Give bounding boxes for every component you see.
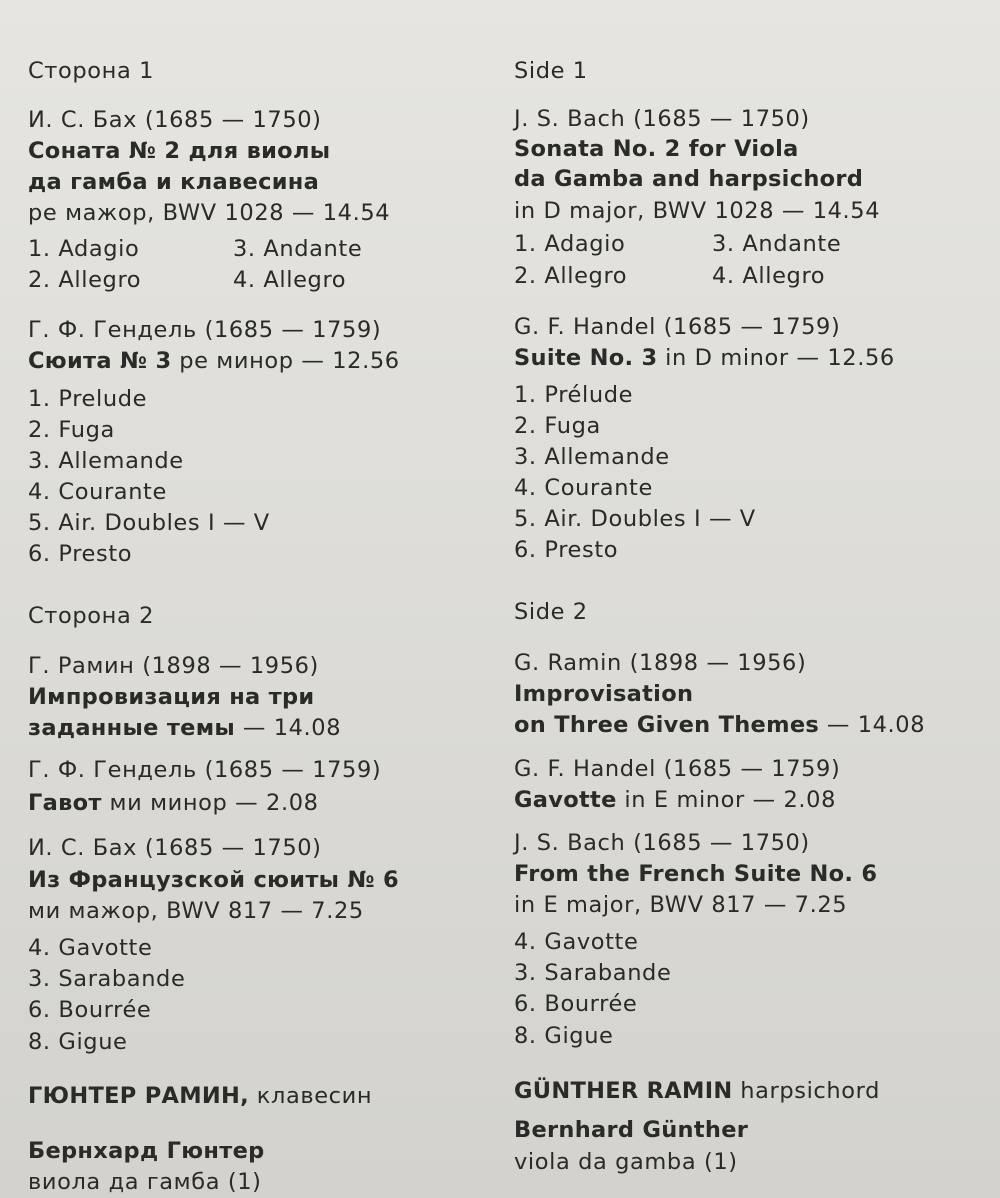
performer-1-name: GÜNTHER RAMIN <box>514 1078 733 1104</box>
movement: 3. Andante <box>233 236 363 262</box>
performer-1-name: ГЮНТЕР РАМИН, <box>28 1083 250 1109</box>
bach-composer: И. С. Бах (1685 — 1750) <box>28 107 322 133</box>
movement: 1. Adagio <box>514 231 626 257</box>
side-1-heading: Side 1 <box>514 58 588 84</box>
ramin-title-cont: заданные темы <box>28 715 236 741</box>
movement: 4. Courante <box>28 479 167 505</box>
handel-suite-key: in D minor — 12.56 <box>657 345 895 371</box>
ramin-title-line <box>514 710 925 740</box>
gavotte-line <box>28 788 319 818</box>
ramin-title: Импровизация на три <box>28 684 315 710</box>
bach-sonata-key: ре мажор, BWV 1028 — 14.54 <box>28 200 391 226</box>
side-2-heading: Сторона 2 <box>28 603 154 629</box>
side-1-heading: Сторона 1 <box>28 58 154 84</box>
movement: 2. Fuga <box>28 417 115 443</box>
performer-1-role: harpsichord <box>732 1078 880 1104</box>
performer-1 <box>28 1081 372 1111</box>
movement: 2. Allegro <box>28 267 142 293</box>
movement-row <box>514 229 984 259</box>
handel-composer: Г. Ф. Гендель (1685 — 1759) <box>28 317 382 343</box>
movement: 1. Adagio <box>28 236 140 262</box>
movement: 6. Bourrée <box>28 997 152 1023</box>
gavotte-key: in E minor — 2.08 <box>616 787 836 813</box>
movement: 3. Andante <box>712 231 842 257</box>
movement: 4. Allegro <box>712 263 826 289</box>
movement: 3. Allemande <box>28 448 184 474</box>
bach-sonata-title: Sonata No. 2 for Viola <box>514 136 799 162</box>
ramin-composer: Г. Рамин (1898 — 1956) <box>28 653 319 679</box>
movement: 5. Air. Doubles I — V <box>28 510 270 536</box>
french-suite-title: Из Французской сюиты № 6 <box>28 867 399 893</box>
gavotte-key: ми минор — 2.08 <box>101 790 319 816</box>
handel-composer: G. F. Handel (1685 — 1759) <box>514 314 841 340</box>
movement: 6. Presto <box>514 537 619 563</box>
handel-suite-line <box>28 346 400 376</box>
handel2-composer: Г. Ф. Гендель (1685 — 1759) <box>28 757 382 783</box>
ramin-title-cont: on Three Given Themes <box>514 712 820 738</box>
ramin-time: — 14.08 <box>235 715 342 741</box>
movement-row <box>28 265 498 295</box>
handel-suite-line <box>514 343 895 373</box>
movement: 3. Sarabande <box>514 960 672 986</box>
ramin-time: — 14.08 <box>819 712 926 738</box>
movement: 4. Allegro <box>233 267 347 293</box>
bach2-composer: J. S. Bach (1685 — 1750) <box>514 830 810 856</box>
movement: 4. Courante <box>514 475 653 501</box>
movement: 1. Prelude <box>28 386 148 412</box>
bach-sonata-title: Соната № 2 для виолы <box>28 138 331 164</box>
performer-1 <box>514 1076 880 1106</box>
gavotte-title: Гавот <box>28 790 102 816</box>
performer-1-role: клавесин <box>249 1083 373 1109</box>
french-suite-title: From the French Suite No. 6 <box>514 861 878 887</box>
performer-2-name: Bernhard Günther <box>514 1117 749 1143</box>
movement-row <box>28 234 498 264</box>
movement: 8. Gigue <box>28 1029 128 1055</box>
ramin-title-line <box>28 713 341 743</box>
handel2-composer: G. F. Handel (1685 — 1759) <box>514 756 841 782</box>
movement: 6. Bourrée <box>514 991 638 1017</box>
movement: 2. Fuga <box>514 413 601 439</box>
movement: 1. Prélude <box>514 382 634 408</box>
movement: 3. Allemande <box>514 444 670 470</box>
movement-row <box>514 261 984 291</box>
performer-2-name: Бернхард Гюнтер <box>28 1138 265 1164</box>
movement: 4. Gavotte <box>28 935 153 961</box>
performer-2-role: viola da gamba (1) <box>514 1149 738 1175</box>
movement: 5. Air. Doubles I — V <box>514 506 756 532</box>
movement: 8. Gigue <box>514 1023 614 1049</box>
bach-composer: J. S. Bach (1685 — 1750) <box>514 106 810 132</box>
performer-2-role: виола да гамба (1) <box>28 1169 262 1195</box>
french-suite-key: ми мажор, BWV 817 — 7.25 <box>28 898 364 924</box>
handel-suite-title: Suite No. 3 <box>514 345 658 371</box>
gavotte-line <box>514 785 836 815</box>
handel-suite-key: ре минор — 12.56 <box>171 348 400 374</box>
movement: 2. Allegro <box>514 263 628 289</box>
side-2-heading: Side 2 <box>514 599 588 625</box>
handel-suite-title: Сюита № 3 <box>28 348 172 374</box>
ramin-composer: G. Ramin (1898 — 1956) <box>514 650 807 676</box>
bach-sonata-title-cont: да гамба и клавесина <box>28 169 320 195</box>
ramin-title: Improvisation <box>514 681 694 707</box>
gavotte-title: Gavotte <box>514 787 617 813</box>
movement: 4. Gavotte <box>514 929 639 955</box>
french-suite-key: in E major, BWV 817 — 7.25 <box>514 892 848 918</box>
movement: 3. Sarabande <box>28 966 186 992</box>
movement: 6. Presto <box>28 541 133 567</box>
bach2-composer: И. С. Бах (1685 — 1750) <box>28 835 322 861</box>
bach-sonata-key: in D major, BWV 1028 — 14.54 <box>514 198 881 224</box>
bach-sonata-title-cont: da Gamba and harpsichord <box>514 166 864 192</box>
